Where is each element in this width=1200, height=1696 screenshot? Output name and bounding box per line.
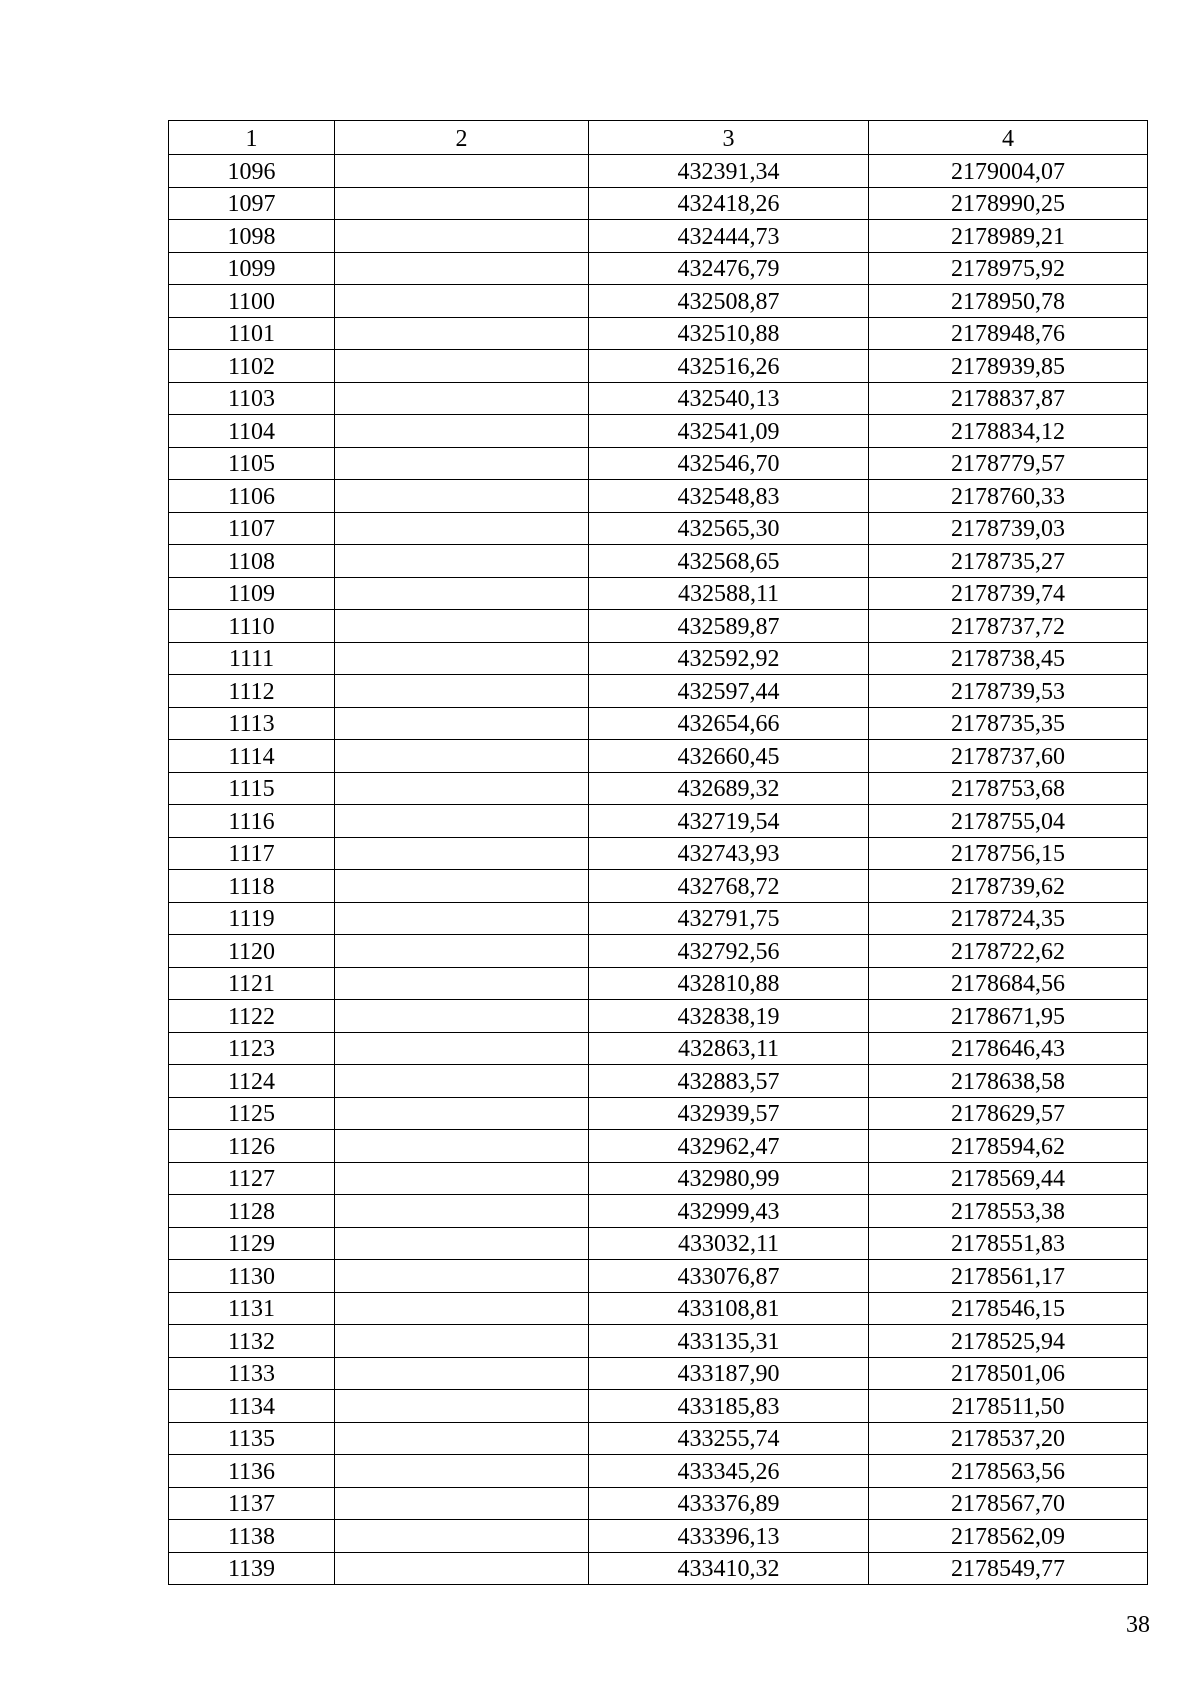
table-cell-col-3: 432863,11	[589, 1032, 869, 1065]
table-row	[169, 512, 1148, 545]
table-cell-col-4: 2178537,20	[869, 1422, 1148, 1455]
table-cell-col-4: 2178834,12	[869, 415, 1148, 448]
table-cell-col-1: 1096	[169, 155, 335, 188]
table-cell-col-2	[335, 1357, 589, 1390]
table-cell-col-4: 2178525,94	[869, 1325, 1148, 1358]
table-cell-col-2	[335, 610, 589, 643]
table-row	[169, 1065, 1148, 1098]
table-cell-col-3: 432516,26	[589, 350, 869, 383]
table-cell-col-2	[335, 285, 589, 318]
table-cell-col-4: 2178739,74	[869, 577, 1148, 610]
table-cell-col-1: 1130	[169, 1260, 335, 1293]
table-cell-col-1: 1134	[169, 1390, 335, 1423]
table-cell-col-1: 1123	[169, 1032, 335, 1065]
table-cell-col-2	[335, 935, 589, 968]
table-cell-col-2	[335, 382, 589, 415]
table-header-row	[169, 121, 1148, 155]
table-cell-col-1: 1135	[169, 1422, 335, 1455]
table-cell-col-4: 2178553,38	[869, 1195, 1148, 1228]
table-cell-col-1: 1115	[169, 772, 335, 805]
table-row	[169, 155, 1148, 188]
table-cell-col-2	[335, 1032, 589, 1065]
table-row	[169, 1130, 1148, 1163]
table-cell-col-1: 1126	[169, 1130, 335, 1163]
table-cell-col-3: 432792,56	[589, 935, 869, 968]
table-cell-col-4: 2178594,62	[869, 1130, 1148, 1163]
table-cell-col-3: 432548,83	[589, 480, 869, 513]
table-cell-col-4: 2178837,87	[869, 382, 1148, 415]
table-cell-col-1: 1119	[169, 902, 335, 935]
table-row	[169, 642, 1148, 675]
table-cell-col-2	[335, 415, 589, 448]
table-cell-col-3: 433032,11	[589, 1227, 869, 1260]
table-cell-col-3: 432508,87	[589, 285, 869, 318]
table-cell-col-1: 1122	[169, 1000, 335, 1033]
table-cell-col-1: 1104	[169, 415, 335, 448]
table-cell-col-4: 2178567,70	[869, 1487, 1148, 1520]
table-cell-col-4: 2178671,95	[869, 1000, 1148, 1033]
table-cell-col-3: 432939,57	[589, 1097, 869, 1130]
table-cell-col-3: 432883,57	[589, 1065, 869, 1098]
table-cell-col-1: 1097	[169, 187, 335, 220]
table-cell-col-2	[335, 317, 589, 350]
table-row	[169, 1227, 1148, 1260]
table-cell-col-3: 432541,09	[589, 415, 869, 448]
table-cell-col-3: 432510,88	[589, 317, 869, 350]
table-cell-col-1: 1139	[169, 1552, 335, 1585]
table-cell-col-2	[335, 220, 589, 253]
table-cell-col-4: 2178739,53	[869, 675, 1148, 708]
table-cell-col-2	[335, 187, 589, 220]
table-cell-col-4: 2178722,62	[869, 935, 1148, 968]
table-cell-col-4: 2178989,21	[869, 220, 1148, 253]
table-cell-col-1: 1121	[169, 967, 335, 1000]
table-cell-col-3: 432980,99	[589, 1162, 869, 1195]
table-row	[169, 772, 1148, 805]
table-cell-col-4: 2178724,35	[869, 902, 1148, 935]
table-row	[169, 1520, 1148, 1553]
table-cell-col-4: 2178549,77	[869, 1552, 1148, 1585]
table-cell-col-2	[335, 1487, 589, 1520]
table-cell-col-3: 432565,30	[589, 512, 869, 545]
table-cell-col-4: 2178760,33	[869, 480, 1148, 513]
table-cell-col-3: 433076,87	[589, 1260, 869, 1293]
table-cell-col-3: 432588,11	[589, 577, 869, 610]
table-cell-col-4: 2178563,56	[869, 1455, 1148, 1488]
table-cell-col-3: 432768,72	[589, 870, 869, 903]
table-cell-col-1: 1100	[169, 285, 335, 318]
table-cell-col-4: 2178629,57	[869, 1097, 1148, 1130]
table-row	[169, 317, 1148, 350]
table-cell-col-4: 2178990,25	[869, 187, 1148, 220]
table-cell-col-4: 2178948,76	[869, 317, 1148, 350]
table-row	[169, 1487, 1148, 1520]
table-cell-col-3: 433255,74	[589, 1422, 869, 1455]
table-cell-col-2	[335, 740, 589, 773]
table-cell-col-3: 432476,79	[589, 252, 869, 285]
table-cell-col-1: 1111	[169, 642, 335, 675]
table-cell-col-4: 2178738,45	[869, 642, 1148, 675]
table-cell-col-4: 2178638,58	[869, 1065, 1148, 1098]
table-cell-col-2	[335, 642, 589, 675]
table-cell-col-4: 2178739,03	[869, 512, 1148, 545]
table-row	[169, 1032, 1148, 1065]
table-cell-col-4: 2178779,57	[869, 447, 1148, 480]
table-cell-col-3: 432743,93	[589, 837, 869, 870]
table-cell-col-4: 2178735,27	[869, 545, 1148, 578]
table-cell-col-3: 432962,47	[589, 1130, 869, 1163]
table-row	[169, 1260, 1148, 1293]
table-cell-col-4: 2178569,44	[869, 1162, 1148, 1195]
table-cell-col-2	[335, 545, 589, 578]
table-cell-col-2	[335, 1097, 589, 1130]
table-cell-col-2	[335, 1130, 589, 1163]
table-cell-col-1: 1109	[169, 577, 335, 610]
table-cell-col-2	[335, 772, 589, 805]
table-row	[169, 1357, 1148, 1390]
table-row	[169, 707, 1148, 740]
table-cell-col-4: 2178684,56	[869, 967, 1148, 1000]
table-cell-col-2	[335, 1065, 589, 1098]
table-cell-col-2	[335, 805, 589, 838]
table-cell-col-1: 1102	[169, 350, 335, 383]
table-cell-col-4: 2178950,78	[869, 285, 1148, 318]
table-row	[169, 1325, 1148, 1358]
table-cell-col-2	[335, 155, 589, 188]
table-cell-col-4: 2178755,04	[869, 805, 1148, 838]
table-cell-col-2	[335, 967, 589, 1000]
table-cell-col-1: 1138	[169, 1520, 335, 1553]
table-cell-col-4: 2178551,83	[869, 1227, 1148, 1260]
table-row	[169, 1552, 1148, 1585]
table-cell-col-2	[335, 252, 589, 285]
table-cell-col-4: 2178939,85	[869, 350, 1148, 383]
table-row	[169, 1097, 1148, 1130]
table-row	[169, 577, 1148, 610]
table-row	[169, 1422, 1148, 1455]
table-row	[169, 1455, 1148, 1488]
table-cell-col-2	[335, 1195, 589, 1228]
table-cell-col-3: 433376,89	[589, 1487, 869, 1520]
table-cell-col-4: 2179004,07	[869, 155, 1148, 188]
table-cell-col-1: 1128	[169, 1195, 335, 1228]
table-cell-col-3: 432418,26	[589, 187, 869, 220]
table-cell-col-2	[335, 870, 589, 903]
table-cell-col-2	[335, 1227, 589, 1260]
table-cell-col-2	[335, 1325, 589, 1358]
table-cell-col-3: 433410,32	[589, 1552, 869, 1585]
table-cell-col-4: 2178753,68	[869, 772, 1148, 805]
table-row	[169, 350, 1148, 383]
table-cell-col-3: 432660,45	[589, 740, 869, 773]
table-cell-col-1: 1099	[169, 252, 335, 285]
table-cell-col-3: 432540,13	[589, 382, 869, 415]
column-header-4: 4	[869, 121, 1148, 155]
table-cell-col-1: 1129	[169, 1227, 335, 1260]
table-cell-col-1: 1136	[169, 1455, 335, 1488]
table-row	[169, 805, 1148, 838]
table-cell-col-3: 432597,44	[589, 675, 869, 708]
table-cell-col-3: 432810,88	[589, 967, 869, 1000]
table-row	[169, 870, 1148, 903]
table-row	[169, 415, 1148, 448]
table-cell-col-3: 432391,34	[589, 155, 869, 188]
table-cell-col-2	[335, 675, 589, 708]
table-cell-col-1: 1108	[169, 545, 335, 578]
table-cell-col-3: 432546,70	[589, 447, 869, 480]
column-header-1: 1	[169, 121, 335, 155]
table-body	[169, 155, 1148, 1585]
table-cell-col-2	[335, 1390, 589, 1423]
table-cell-col-4: 2178735,35	[869, 707, 1148, 740]
table-cell-col-1: 1101	[169, 317, 335, 350]
coordinates-table	[168, 120, 1148, 1585]
table-cell-col-3: 433396,13	[589, 1520, 869, 1553]
column-header-2: 2	[335, 121, 589, 155]
table-cell-col-4: 2178737,72	[869, 610, 1148, 643]
table-row	[169, 610, 1148, 643]
table-cell-col-3: 432568,65	[589, 545, 869, 578]
table-cell-col-2	[335, 1422, 589, 1455]
table-cell-col-4: 2178975,92	[869, 252, 1148, 285]
table-row	[169, 447, 1148, 480]
column-header-3: 3	[589, 121, 869, 155]
table-cell-col-3: 433108,81	[589, 1292, 869, 1325]
table-row	[169, 382, 1148, 415]
table-row	[169, 740, 1148, 773]
table-cell-col-4: 2178739,62	[869, 870, 1148, 903]
table-row	[169, 480, 1148, 513]
table-cell-col-1: 1125	[169, 1097, 335, 1130]
table-cell-col-2	[335, 512, 589, 545]
table-cell-col-1: 1103	[169, 382, 335, 415]
table-cell-col-1: 1114	[169, 740, 335, 773]
table-cell-col-2	[335, 707, 589, 740]
table-cell-col-3: 432589,87	[589, 610, 869, 643]
table-cell-col-2	[335, 1292, 589, 1325]
table-cell-col-1: 1105	[169, 447, 335, 480]
table-cell-col-4: 2178561,17	[869, 1260, 1148, 1293]
table-cell-col-4: 2178756,15	[869, 837, 1148, 870]
table-cell-col-2	[335, 902, 589, 935]
table-cell-col-2	[335, 1000, 589, 1033]
table-cell-col-1: 1107	[169, 512, 335, 545]
table-cell-col-3: 433187,90	[589, 1357, 869, 1390]
table-cell-col-2	[335, 480, 589, 513]
table-cell-col-4: 2178562,09	[869, 1520, 1148, 1553]
table-cell-col-3: 433185,83	[589, 1390, 869, 1423]
table-cell-col-1: 1117	[169, 837, 335, 870]
table-cell-col-1: 1127	[169, 1162, 335, 1195]
table-cell-col-1: 1098	[169, 220, 335, 253]
table-cell-col-1: 1118	[169, 870, 335, 903]
table-cell-col-3: 432838,19	[589, 1000, 869, 1033]
table-row	[169, 1292, 1148, 1325]
table-cell-col-4: 2178737,60	[869, 740, 1148, 773]
table-cell-col-2	[335, 1520, 589, 1553]
table-cell-col-1: 1124	[169, 1065, 335, 1098]
table-cell-col-1: 1106	[169, 480, 335, 513]
table-cell-col-1: 1110	[169, 610, 335, 643]
table-cell-col-2	[335, 1260, 589, 1293]
table-cell-col-2	[335, 350, 589, 383]
table-cell-col-3: 433345,26	[589, 1455, 869, 1488]
table-cell-col-2	[335, 1552, 589, 1585]
table-row	[169, 1000, 1148, 1033]
table-cell-col-2	[335, 447, 589, 480]
table-cell-col-2	[335, 1162, 589, 1195]
table-row	[169, 220, 1148, 253]
table-cell-col-3: 432791,75	[589, 902, 869, 935]
table-cell-col-4: 2178511,50	[869, 1390, 1148, 1423]
table-cell-col-1: 1132	[169, 1325, 335, 1358]
table-row	[169, 935, 1148, 968]
table-cell-col-1: 1113	[169, 707, 335, 740]
table-cell-col-1: 1131	[169, 1292, 335, 1325]
table-row	[169, 252, 1148, 285]
table-cell-col-3: 432654,66	[589, 707, 869, 740]
table-cell-col-4: 2178646,43	[869, 1032, 1148, 1065]
table-cell-col-2	[335, 1455, 589, 1488]
table-cell-col-1: 1137	[169, 1487, 335, 1520]
table-cell-col-3: 433135,31	[589, 1325, 869, 1358]
table-cell-col-3: 432444,73	[589, 220, 869, 253]
table-cell-col-3: 432999,43	[589, 1195, 869, 1228]
table-cell-col-4: 2178501,06	[869, 1357, 1148, 1390]
table-row	[169, 675, 1148, 708]
table-row	[169, 1195, 1148, 1228]
table-row	[169, 837, 1148, 870]
table-cell-col-4: 2178546,15	[869, 1292, 1148, 1325]
table-row	[169, 545, 1148, 578]
table-cell-col-2	[335, 577, 589, 610]
table-cell-col-3: 432689,32	[589, 772, 869, 805]
table-row	[169, 1162, 1148, 1195]
table-row	[169, 1390, 1148, 1423]
table-cell-col-3: 432719,54	[589, 805, 869, 838]
table-cell-col-1: 1116	[169, 805, 335, 838]
table-cell-col-3: 432592,92	[589, 642, 869, 675]
table-cell-col-2	[335, 837, 589, 870]
table-row	[169, 902, 1148, 935]
table-row	[169, 967, 1148, 1000]
table-row	[169, 285, 1148, 318]
table-cell-col-1: 1112	[169, 675, 335, 708]
table-cell-col-1: 1133	[169, 1357, 335, 1390]
table-cell-col-1: 1120	[169, 935, 335, 968]
table-row	[169, 187, 1148, 220]
page-number: 38	[1126, 1612, 1150, 1638]
